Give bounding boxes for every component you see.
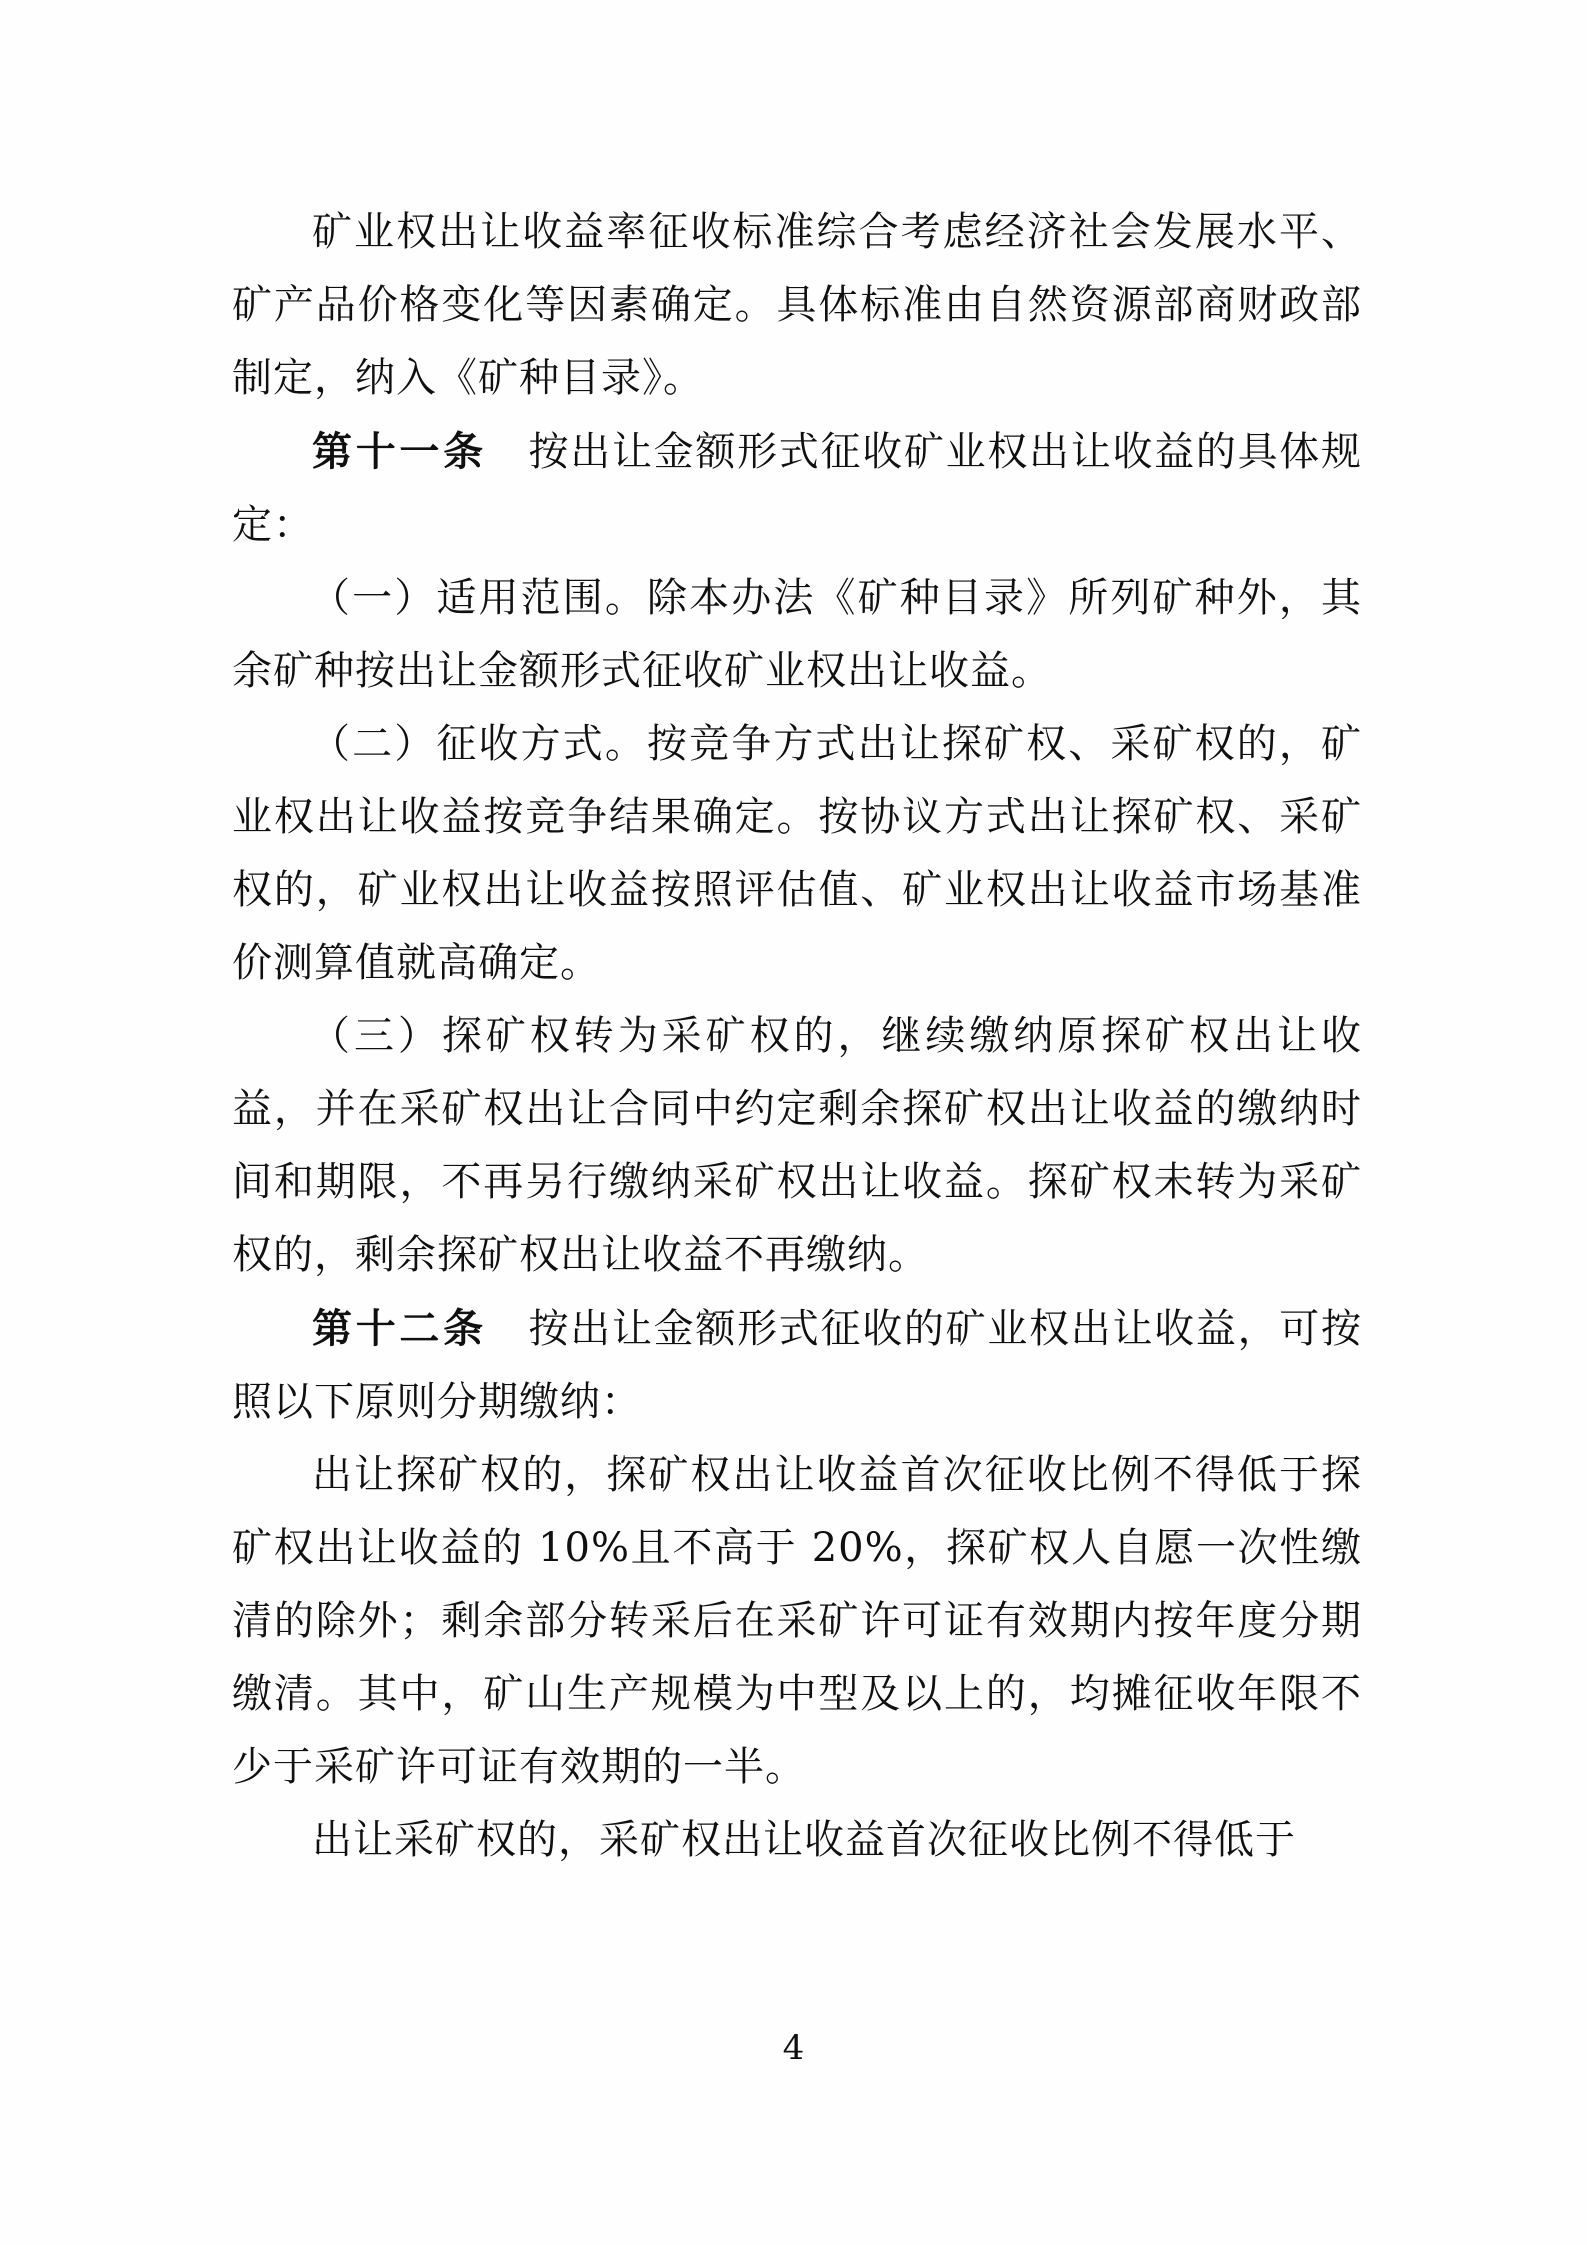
article-label-12: 第十二条 bbox=[312, 1305, 487, 1352]
paragraph-item-1: （一）适用范围。除本办法《矿种目录》所列矿种外，其余矿种按出让金额形式征收矿业权出让收益。 bbox=[232, 575, 1362, 694]
article-text-11: 按出让金额形式征收矿业权出让收益的具体规定： bbox=[232, 429, 1363, 548]
paragraph-article-11 bbox=[232, 415, 1362, 562]
article-text-12: 按出让金额形式征收的矿业权出让收益，可按照以下原则分期缴纳： bbox=[232, 1306, 1363, 1425]
paragraph-7: 出让探矿权的，探矿权出让收益首次征收比例不得低于探矿权出让收益的 10%且不高于 20%，探矿权人自愿一次性缴清的除外；剩余部分转采后在采矿许可证有效期内按年度分期缴清。其中，矿山生产规模为中型及以上的，均摊征收年限不少于采矿许可证有效期的一半。 bbox=[232, 1452, 1362, 1790]
paragraph-1: 矿业权出让收益率征收标准综合考虑经济社会发展水平、矿产品价格变化等因素确定。具体标准由自然资源部商财政部制定，纳入《矿种目录》。 bbox=[232, 209, 1362, 401]
document-body bbox=[232, 196, 1362, 1877]
paragraph-item-3: （三）探矿权转为采矿权的，继续缴纳原探矿权出让收益，并在采矿权出让合同中约定剩余探矿权出让收益的缴纳时间和期限，不再另行缴纳采矿权出让收益。探矿权未转为采矿权的，剩余探矿权出让收益不再缴纳。 bbox=[232, 1013, 1362, 1278]
paragraph-article-12 bbox=[232, 1292, 1362, 1439]
paragraph-item-2: （二）征收方式。按竞争方式出让探矿权、采矿权的，矿业权出让收益按竞争结果确定。按协议方式出让探矿权、采矿权的，矿业权出让收益按照评估值、矿业权出让收益市场基准价测算值就高确定。 bbox=[232, 721, 1362, 986]
article-label-11: 第十一条 bbox=[312, 428, 487, 475]
page-number: 4 bbox=[782, 2028, 805, 2068]
paragraph-8: 出让采矿权的，采矿权出让收益首次征收比例不得低于 bbox=[312, 1817, 1296, 1863]
